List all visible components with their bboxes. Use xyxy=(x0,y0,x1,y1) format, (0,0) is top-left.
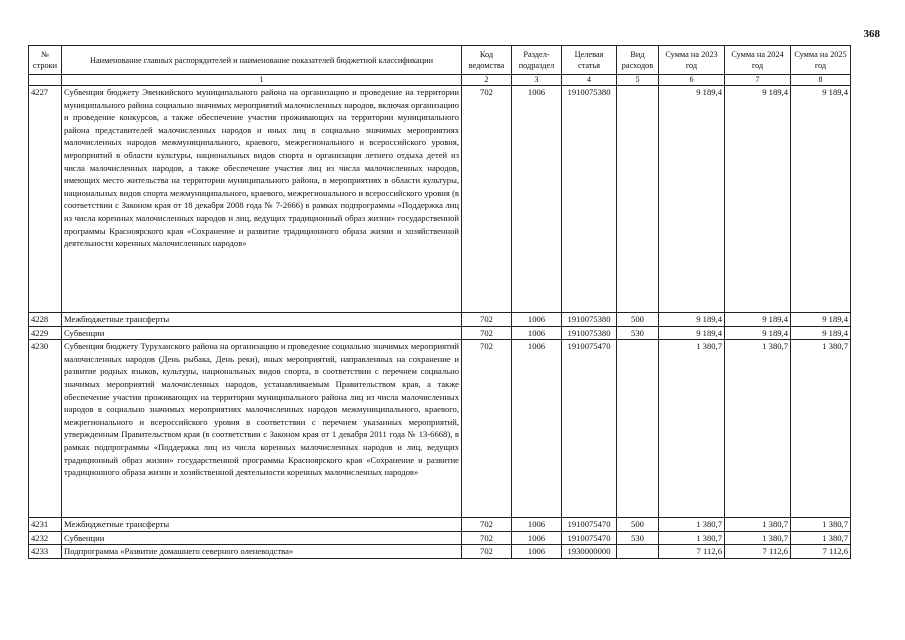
row-expense-type xyxy=(617,340,659,518)
row-number: 4228 xyxy=(29,313,62,327)
table-row xyxy=(29,518,851,532)
row-sum-2025: 1 380,7 xyxy=(791,518,851,532)
column-number: 2 xyxy=(462,75,512,86)
row-expense-type: 530 xyxy=(617,326,659,340)
column-number: 5 xyxy=(617,75,659,86)
header-row-number: № строки xyxy=(29,46,62,75)
budget-table xyxy=(28,45,851,559)
header-expense-type: Вид расходов xyxy=(617,46,659,75)
column-number-row xyxy=(29,75,851,86)
row-sum-2024: 7 112,6 xyxy=(725,545,791,559)
row-name: Субвенция бюджету Эвенкийского муниципального района на организацию и проведение на территории муниципального района социально значимых мероприятий малочисленных народов, включая организацию и проведение конкурсов, а также обеспечение участия проживающих на территории муниципального района представителей малочисленных народов и иных лиц в социально значимых мероприятиях малочисленных народов межмуниципального, краевого, межрегионального и всероссийского уровня, мероприятий в области культуры, национальных видов спорта и организация летнего отдыха детей из числа малочисленных народов, а также обеспечение участия лиц из числа малочисленных народов, имеющих место жительства на территории муниципального района, в мероприятиях в области культуры, национальных видов спорта межмуниципального, краевого, межрегионального и всероссийского уровня (в соответствии с Законом края от 18 декабря 2008 года № 7-2666) в рамках подпрограммы «Поддержка лиц из числа коренных малочисленных народов и лиц, ведущих традиционный образ жизни» государственной программы Красноярского края «Сохранение и развитие традиционного образа жизни и хозяйственной деятельности коренных малочисленных народов» xyxy=(62,86,462,313)
row-section: 1006 xyxy=(512,313,562,327)
row-sum-2024: 1 380,7 xyxy=(725,340,791,518)
row-section: 1006 xyxy=(512,545,562,559)
table-row xyxy=(29,313,851,327)
row-sum-2025: 7 112,6 xyxy=(791,545,851,559)
header-section: Раздел-подраздел xyxy=(512,46,562,75)
row-dept-code: 702 xyxy=(462,326,512,340)
column-number: 6 xyxy=(659,75,725,86)
row-expense-type: 530 xyxy=(617,531,659,545)
row-number: 4233 xyxy=(29,545,62,559)
row-sum-2024: 1 380,7 xyxy=(725,518,791,532)
row-number: 4229 xyxy=(29,326,62,340)
row-target-article: 1930000000 xyxy=(562,545,617,559)
row-expense-type xyxy=(617,86,659,313)
table-row xyxy=(29,326,851,340)
header-target-article: Целевая статья xyxy=(562,46,617,75)
row-sum-2025: 9 189,4 xyxy=(791,313,851,327)
table-row xyxy=(29,531,851,545)
row-sum-2025: 9 189,4 xyxy=(791,86,851,313)
header-sum-2023: Сумма на 2023 год xyxy=(659,46,725,75)
row-sum-2024: 9 189,4 xyxy=(725,86,791,313)
row-target-article: 1910075380 xyxy=(562,313,617,327)
row-target-article: 1910075470 xyxy=(562,340,617,518)
column-number: 4 xyxy=(562,75,617,86)
row-section: 1006 xyxy=(512,340,562,518)
row-name: Субвенции xyxy=(62,326,462,340)
row-target-article: 1910075470 xyxy=(562,518,617,532)
column-number: 8 xyxy=(791,75,851,86)
column-number: 1 xyxy=(62,75,462,86)
row-sum-2024: 9 189,4 xyxy=(725,326,791,340)
row-sum-2023: 1 380,7 xyxy=(659,531,725,545)
row-dept-code: 702 xyxy=(462,340,512,518)
row-name: Межбюджетные трансферты xyxy=(62,313,462,327)
header-row xyxy=(29,46,851,75)
row-number: 4232 xyxy=(29,531,62,545)
row-sum-2023: 9 189,4 xyxy=(659,313,725,327)
header-name: Наименование главных распорядителей и наименование показателей бюджетной классификации xyxy=(62,46,462,75)
row-dept-code: 702 xyxy=(462,86,512,313)
row-target-article: 1910075470 xyxy=(562,531,617,545)
row-sum-2025: 1 380,7 xyxy=(791,340,851,518)
row-sum-2025: 9 189,4 xyxy=(791,326,851,340)
row-target-article: 1910075380 xyxy=(562,326,617,340)
row-expense-type: 500 xyxy=(617,518,659,532)
row-number: 4230 xyxy=(29,340,62,518)
row-expense-type: 500 xyxy=(617,313,659,327)
row-name: Подпрограмма «Развитие домашнего северного оленеводства» xyxy=(62,545,462,559)
row-number: 4227 xyxy=(29,86,62,313)
row-sum-2024: 1 380,7 xyxy=(725,531,791,545)
column-number: 7 xyxy=(725,75,791,86)
row-dept-code: 702 xyxy=(462,545,512,559)
column-number xyxy=(29,75,62,86)
row-dept-code: 702 xyxy=(462,531,512,545)
row-sum-2023: 1 380,7 xyxy=(659,518,725,532)
row-dept-code: 702 xyxy=(462,518,512,532)
row-name: Субвенции xyxy=(62,531,462,545)
header-sum-2024: Сумма на 2024 год xyxy=(725,46,791,75)
header-sum-2025: Сумма на 2025 год xyxy=(791,46,851,75)
row-sum-2025: 1 380,7 xyxy=(791,531,851,545)
row-number: 4231 xyxy=(29,518,62,532)
row-sum-2023: 1 380,7 xyxy=(659,340,725,518)
table-row xyxy=(29,545,851,559)
header-dept-code: Код ведомства xyxy=(462,46,512,75)
page-number: 368 xyxy=(863,28,880,40)
row-dept-code: 702 xyxy=(462,313,512,327)
table-row xyxy=(29,340,851,518)
row-name: Межбюджетные трансферты xyxy=(62,518,462,532)
table-row xyxy=(29,86,851,313)
row-section: 1006 xyxy=(512,86,562,313)
row-sum-2024: 9 189,4 xyxy=(725,313,791,327)
row-name: Субвенция бюджету Туруханского района на организацию и проведение социально значимых мероприятий малочисленных народов (День рыбака, День реки), иных мероприятий, направленных на сохранение и развитие родных языков, культуры, национальных видов спорта, в соответствии с перечнем социально значимых мероприятий малочисленных народов, устанавливаемым Правительством края, а также обеспечение участия проживающих на территории муниципального района лиц из числа малочисленных народов в социально значимых мероприятиях малочисленных народов межмуниципального, краевого, межрегионального и всероссийского уровня в соответствии с перечнем указанных мероприятий, утвержденным Правительством края (в соответствии с Законом края от 1 декабря 2011 года № 13-6668), в рамках подпрограммы «Поддержка лиц из числа коренных малочисленных народов и лиц, ведущих традиционный образ жизни» государственной программы Красноярского края «Сохранение и развитие традиционного образа жизни и хозяйственной деятельности коренных малочисленных народов» xyxy=(62,340,462,518)
row-expense-type xyxy=(617,545,659,559)
row-sum-2023: 9 189,4 xyxy=(659,326,725,340)
column-number: 3 xyxy=(512,75,562,86)
row-section: 1006 xyxy=(512,531,562,545)
row-target-article: 1910075380 xyxy=(562,86,617,313)
row-section: 1006 xyxy=(512,326,562,340)
row-section: 1006 xyxy=(512,518,562,532)
row-sum-2023: 9 189,4 xyxy=(659,86,725,313)
row-sum-2023: 7 112,6 xyxy=(659,545,725,559)
